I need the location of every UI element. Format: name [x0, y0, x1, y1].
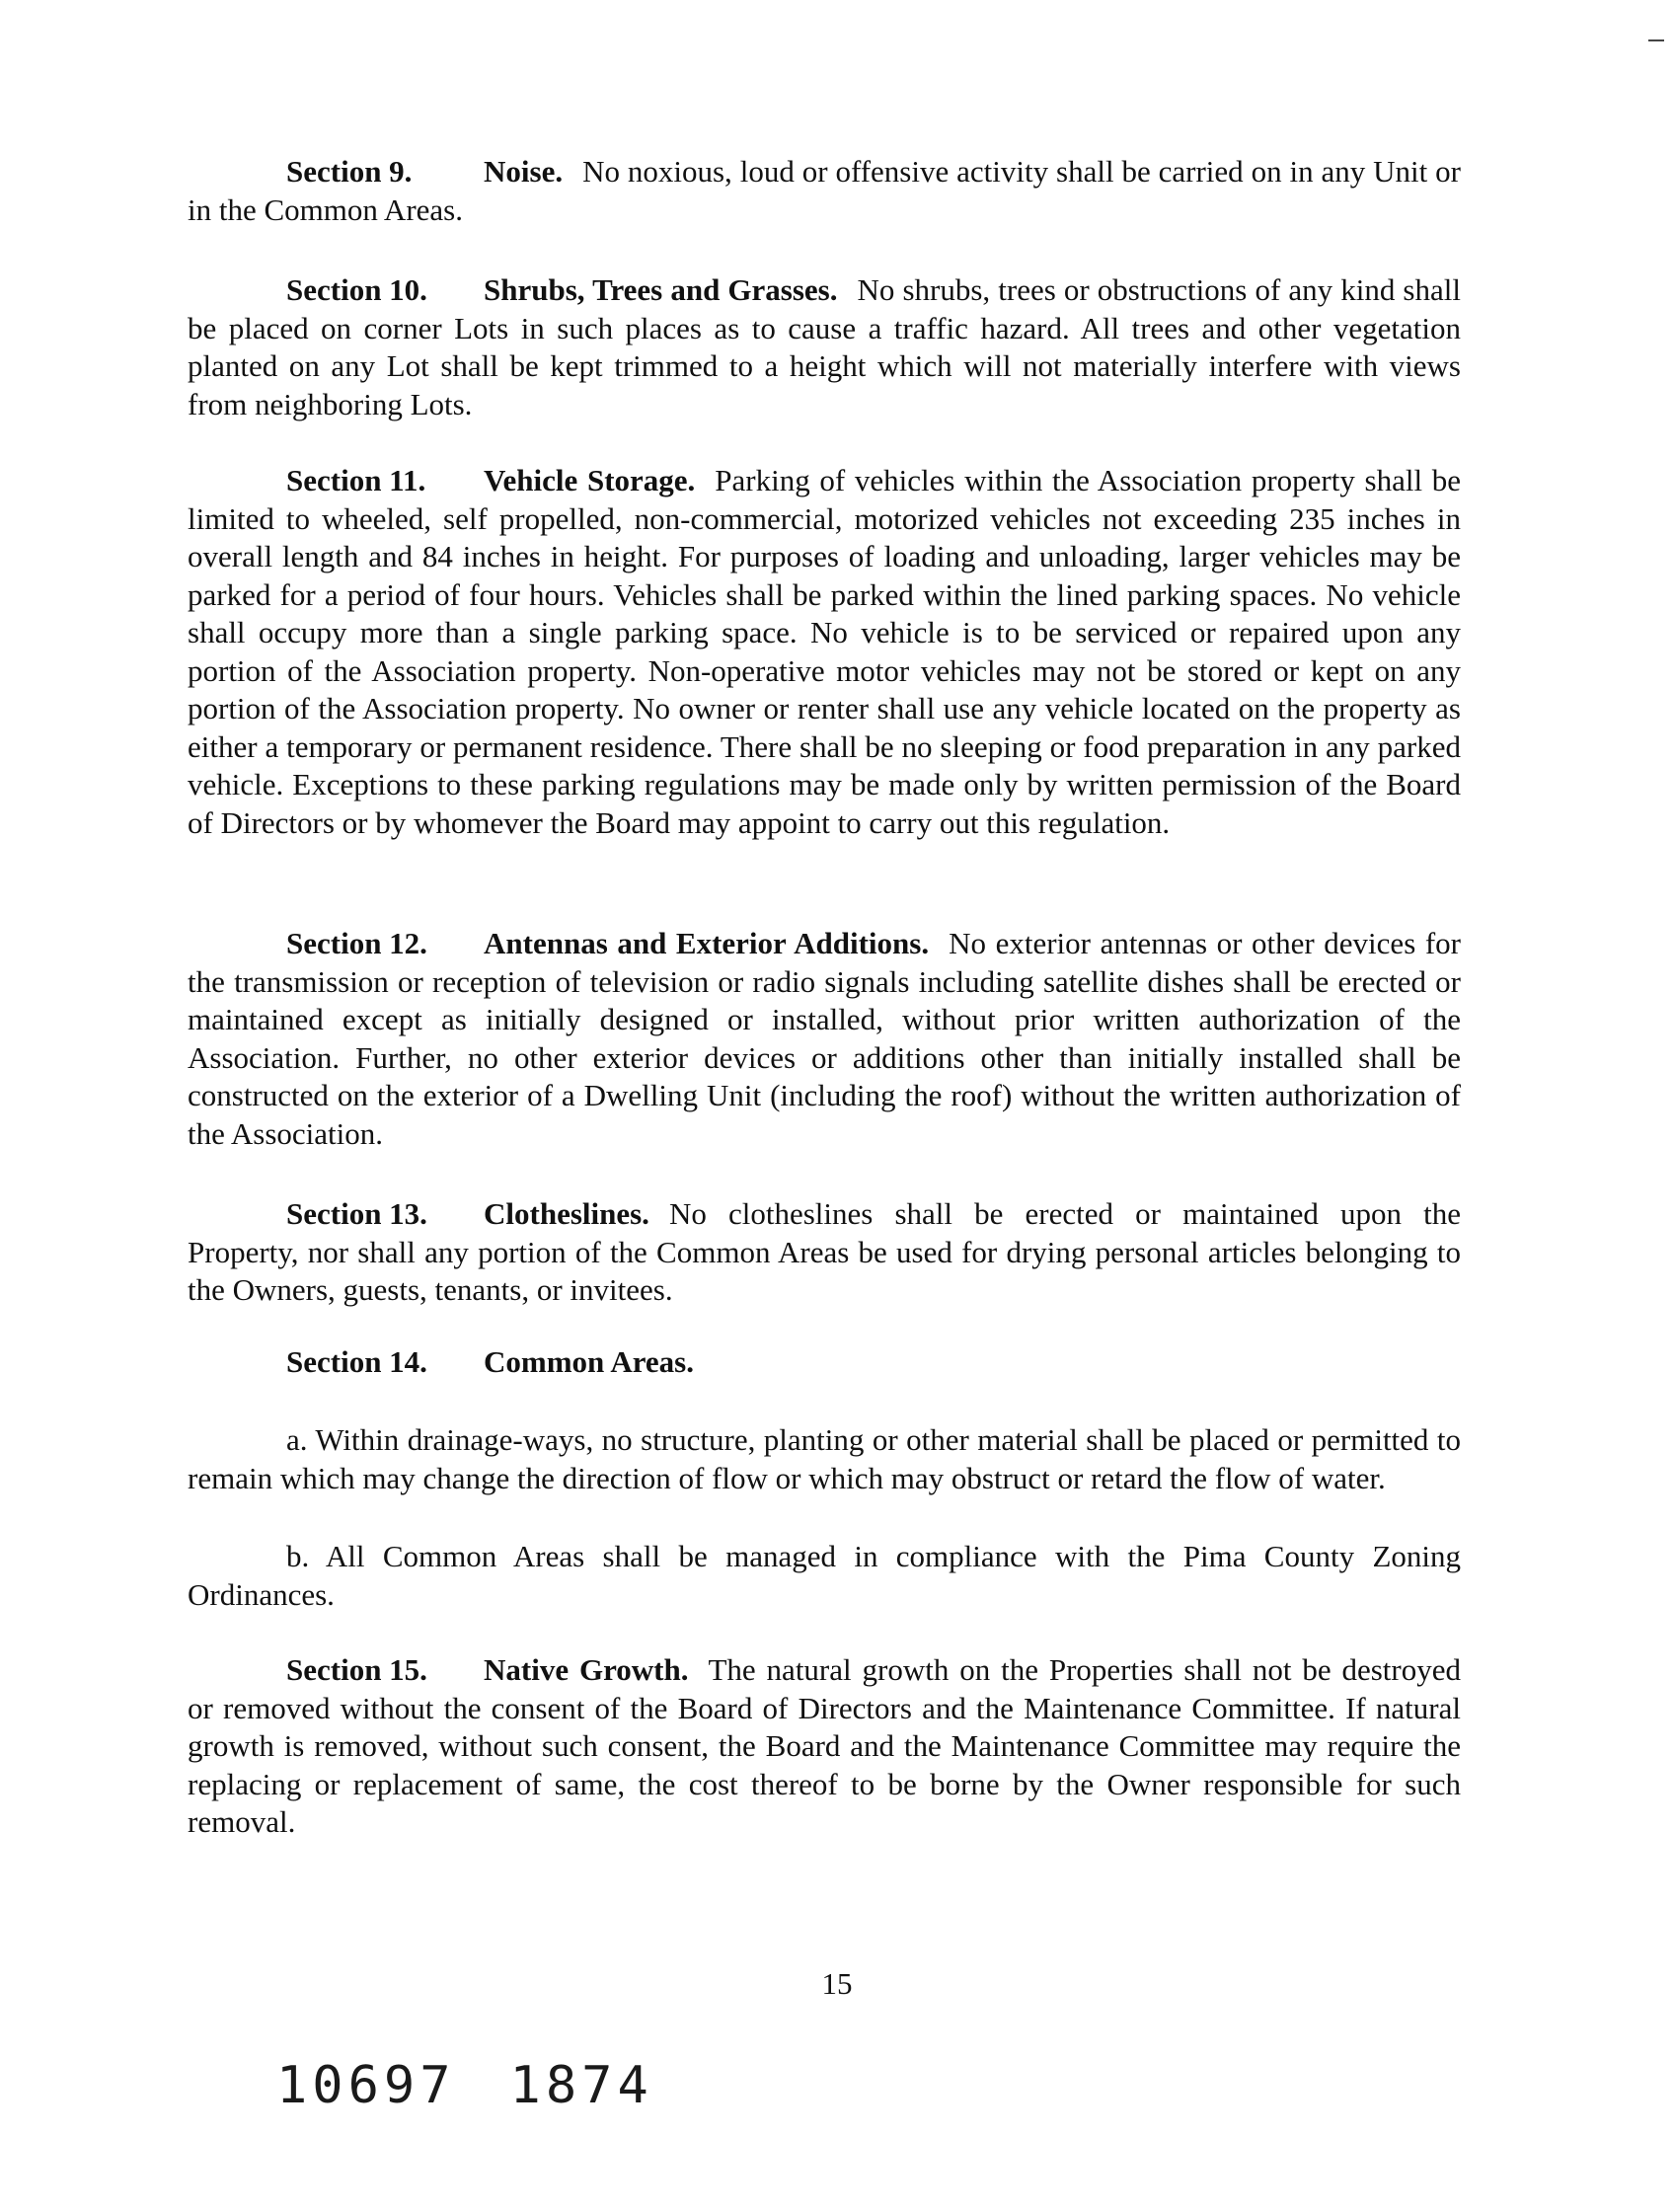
section-number: Section 14. [286, 1344, 427, 1379]
section-title: Shrubs, Trees and Grasses. [484, 272, 838, 307]
section-number: Section 12. [286, 926, 427, 960]
section-title: Vehicle Storage. [484, 463, 696, 497]
section-10 [188, 271, 1461, 423]
docket-number: 10697 [276, 2056, 456, 2115]
subsection-text: a. Within drainage-ways, no structure, planting or other material shall be placed or permitted to remain which may change the direction of flow or which may obstruct or retard the flow of water. [188, 1422, 1461, 1495]
section-title: Native Growth. [484, 1652, 689, 1687]
section-number: Section 9. [286, 154, 413, 189]
section-number: Section 11. [286, 463, 426, 497]
recording-stamp [276, 2056, 653, 2115]
section-title: Common Areas. [484, 1344, 694, 1379]
section-number: Section 13. [286, 1196, 427, 1231]
section-13 [188, 1195, 1461, 1310]
scan-edge-mark [1648, 39, 1664, 41]
section-14-subsection-a [188, 1421, 1461, 1497]
section-body: No noxious, loud or offensive activity shall be carried on in any Unit or in the Common Areas. [188, 154, 1461, 227]
section-body: No clotheslines shall be erected or maintained upon the Property, nor shall any portion of the Common Areas be used for drying personal articles belonging to the Owners, guests, tenants, or invitees. [188, 1196, 1461, 1307]
recording-page-number: 1874 [509, 2056, 653, 2115]
section-14-subsection-b [188, 1538, 1461, 1614]
section-number: Section 15. [286, 1652, 427, 1687]
section-title: Clotheslines. [484, 1196, 649, 1231]
page-number: 15 [821, 1966, 853, 2001]
section-body: The natural growth on the Properties shall not be destroyed or removed without the consent of the Board of Directors and the Maintenance Committee. If natural growth is removed, without such consent, the Board and the Maintenance Committee may require the replacing or replacement of same, the cost thereof to be borne by the Owner responsible for such removal. [188, 1652, 1461, 1839]
section-body: No shrubs, trees or obstructions of any kind shall be placed on corner Lots in such places as to cause a traffic hazard. All trees and other vegetation planted on any Lot shall be kept trimmed to a height which will not materially interfere with views from neighboring Lots. [188, 272, 1461, 421]
section-9 [188, 153, 1461, 229]
subsection-text: b. All Common Areas shall be managed in compliance with the Pima County Zoning Ordinances. [188, 1539, 1461, 1612]
section-15 [188, 1651, 1461, 1842]
section-11 [188, 462, 1461, 842]
section-body: Parking of vehicles within the Association property shall be limited to wheeled, self propelled, non-commercial, motorized vehicles not exceeding 235 inches in overall length and 84 inches in height. For purposes of loading and unloading, larger vehicles may be parked for a period of four hours. Vehicles shall be parked within the lined parking spaces. No vehicle shall occupy more than a single parking space. No vehicle is to be serviced or repaired upon any portion of the Association property. Non-operative motor vehicles may not be stored or kept on any portion of the Association property. No owner or renter shall use any vehicle located on the property as either a temporary or permanent residence. There shall be no sleeping or food preparation in any parked vehicle. Exceptions to these parking regulations may be made only by written permission of the Board of Directors or by whomever the Board may appoint to carry out this regulation. [188, 463, 1461, 840]
section-12 [188, 925, 1461, 1153]
section-title: Antennas and Exterior Additions. [484, 926, 930, 960]
section-title: Noise. [484, 154, 564, 189]
section-number: Section 10. [286, 272, 427, 307]
section-body: No exterior antennas or other devices for the transmission or reception of television or radio signals including satellite dishes shall be erected or maintained except as initially designed or installed, without prior written authorization of the Association. Further, no other exterior devices or additions other than initially installed shall be constructed on the exterior of a Dwelling Unit (including the roof) without the written authorization of the Association. [188, 926, 1461, 1151]
section-14 [188, 1343, 1461, 1382]
